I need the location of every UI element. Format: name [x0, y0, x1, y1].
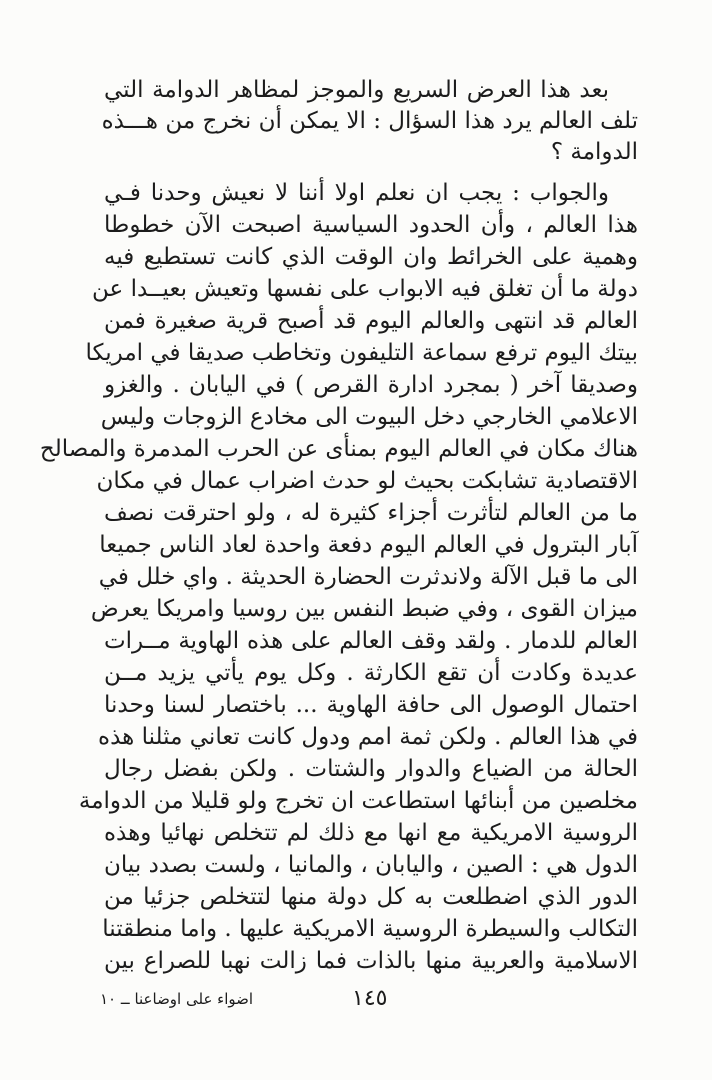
paragraph2-line-4: دولة ما أن تغلق فيه الابواب على نفسها وتعيش بعيــدا عن — [92, 276, 638, 302]
paragraph2-line-20: مخلصين من أبنائها استطاعت ان تخرج ولو قليلا من الدوامة — [78, 788, 638, 814]
paragraph2-line-5: العالم قد انتهى والعالم اليوم قد أصبح قرية صغيرة فمن — [104, 308, 638, 334]
paragraph2-line-1: والجواب : يجب ان نعلم اولا أننا لا نعيش وحدنا فـي — [104, 180, 609, 206]
paragraph2-line-14: ميزان القوى ، وفي ضبط النفس بين روسيا وامريكا يعرض — [90, 596, 638, 622]
paragraph2-line-9: هناك مكان في العالم اليوم بمنأى عن الحرب المدمرة والمصالح — [39, 436, 638, 462]
paragraph2-line-18: في هذا العالم . ولكن ثمة امم ودول كانت تعاني مثلنا هذه — [98, 724, 638, 750]
paragraph2-line-21: الروسية الامريكية مع انها مع ذلك لم تتخلص نهائيا وهذه — [104, 820, 638, 846]
paragraph2-line-15: العالم للدمار . ولقد وقف العالم على هذه الهاوية مــرات — [104, 628, 638, 654]
paragraph1-line-3: الدوامة ؟ — [550, 139, 638, 165]
paragraph2-line-10: الاقتصادية تشابكت بحيث لو حدث اضراب عمال في مكان — [96, 468, 638, 494]
paragraph2-line-2: هذا العالم ، وأن الحدود السياسية اصبحت الآن خطوطا — [104, 212, 638, 238]
paragraph2-line-17: احتمال الوصول الى حافة الهاوية ... باختصار لسنا وحدنا — [104, 692, 638, 718]
paragraph2-line-19: الحالة من الضياع والدوار والشتات . ولكن بفضل رجال — [104, 756, 638, 782]
paragraph2-line-13: الى ما قبل الآلة ولاندثرت الحضارة الحديثة . واي خلل في — [98, 564, 638, 590]
paragraph2-line-12: آبار البترول في العالم اليوم دفعة واحدة لعاد الناس جميعا — [99, 532, 638, 558]
paragraph2-line-8: الاعلامي الخارجي دخل البيوت الى مخادع الزوجات وليس — [100, 404, 638, 430]
paragraph2-line-24: التكالب والسيطرة الروسية الامريكية عليها . واما منطقتنا — [102, 916, 638, 942]
paragraph2-line-7: وصديقا آخر ( بمجرد ادارة القرص ) في اليابان . والغزو — [104, 372, 638, 398]
running-footer: اضواء على اوضاعنا ــ ١٠ — [100, 990, 254, 1008]
paragraph1-line-2: تلف العالم يرد هذا السؤال : الا يمكن أن نخرج من هـــذه — [101, 108, 638, 134]
paragraph2-line-22: الدول هي : الصين ، واليابان ، والمانيا ، ولست بصدد بيان — [104, 852, 638, 878]
paragraph1-line-1: بعد هذا العرض السريع والموجز لمظاهر الدوامة التي — [104, 77, 609, 103]
paragraph2-line-6: بيتك اليوم ترفع سماعة التليفون وتخاطب صديقا في امريكا — [85, 340, 638, 366]
paragraph2-line-25: الاسلامية والعربية منها بالذات فما زالت نهبا للصراع بين — [104, 948, 638, 974]
page-number: ١٤٥ — [352, 986, 388, 1011]
paragraph2-line-23: الدور الذي اضطلعت به كل دولة منها لتتخلص جزئيا من — [104, 884, 638, 910]
paragraph2-line-16: عديدة وكادت أن تقع الكارثة . وكل يوم يأتي يزيد مــن — [104, 660, 638, 686]
paragraph2-line-11: ما من العالم لتأثرت أجزاء كثيرة له ، ولو احترقت نصف — [104, 500, 638, 526]
paragraph2-line-3: وهمية على الخرائط وان الوقت الذي كانت تستطيع فيه — [104, 244, 638, 270]
